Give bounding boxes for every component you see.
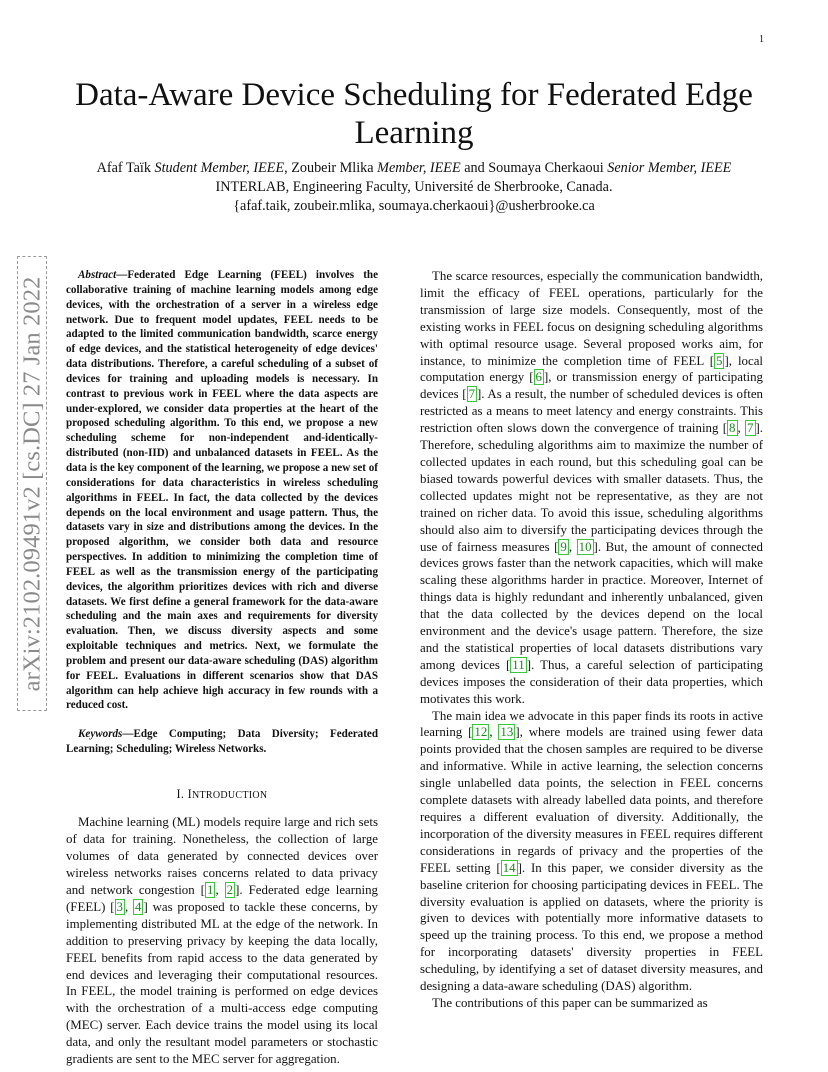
keywords-label: Keywords <box>78 728 123 741</box>
left-column <box>66 268 378 1068</box>
paper-title-line-2: Learning <box>354 115 474 151</box>
text-run: , <box>489 725 499 740</box>
section-numeral: I. <box>176 787 188 801</box>
author-2-name: , Zoubeir Mlika <box>284 160 378 176</box>
text-run: ], where models are trained using fewer data points provided that the chosen samples are required to be diverse and informative. While in active learning, the selection concerns single unlabelled data points, the selection in FEEL concerns complete datasets with already labelled data points, and therefore requires a different evaluation of diversity. Additionally, the incorporation of the diversity measures in FEEL requires different considerations in regards of privacy and the properties of the FEEL setting [ <box>420 725 763 875</box>
keywords-text: —Edge Computing; Data Diversity; Federated Learning; Scheduling; Wireless Networks. <box>66 728 378 756</box>
text-run: ]. But, the amount of connected devices grows faster than the network capacities, which will make scaling these algorithms harder in practice. Moreover, Internet of things data is highly redundant and inherently unbalanced, given that the data collected by the devices depend on the local environment and the device's usage pattern. Therefore, the size and the statistical properties of local datasets distributions vary among devices [ <box>420 539 763 672</box>
citation-link[interactable]: 5 <box>716 353 723 368</box>
right-column <box>420 268 763 1012</box>
text-run: ]. Therefore, scheduling algorithms aim to maximize the number of collected updates in each round, but this scheduling goal can be biased towards powerful devices with smaller datasets. Thus, the collected updates might not be representative, as they are not trained on richer data. To avoid this issue, scheduling algorithms should also aim to diversify the participating devices through the use of fairness measures [ <box>420 421 764 554</box>
author-emails: {afaf.taik, zoubeir.mlika, soumaya.cherkaoui}@usherbrooke.ca <box>233 198 595 214</box>
citation-link[interactable]: 12 <box>474 725 488 740</box>
intro-paragraph-3 <box>420 708 763 995</box>
text-run: , <box>737 421 746 436</box>
citation-link[interactable]: 14 <box>502 860 516 875</box>
citation-link[interactable]: 3 <box>116 899 123 914</box>
author-1-name: Afaf Taïk <box>96 160 151 176</box>
paper-title-line-1: Data-Aware Device Scheduling for Federated Edge <box>75 77 753 113</box>
affiliation: INTERLAB, Engineering Faculty, Université de Sherbrooke, Canada. <box>215 179 613 195</box>
abstract-text: —Federated Edge Learning (FEEL) involves the collaborative training of machine learning models among edge devices, with the orchestration of a server in a wireless edge network. Due to frequent model updates, FEEL needs to be adapted to the limited communication bandwidth, scarce energy of edge devices, and the statistical heterogeneity of edge devices' data distributions. Therefore, a careful scheduling of a subset of devices for training and uploading models is necessary. In contrast to previous work in FEEL where the data aspects are under-explored, we consider data properties at the heart of the proposed scheduling algorithm. To this end, we propose a new scheduling scheme for non-independent and-identically-distributed (non-IID) and unbalanced datasets in FEEL. As the data is the key component of the learning, we propose a new set of considerations for data characteristics in wireless scheduling algorithms in FEEL. In fact, the data collected by the devices depends on the local environment and usage pattern. Thus, the datasets vary in size and distributions among the devices. In the proposed algorithm, we consider both data and resource perspectives. In addition to minimizing the completion time of FEEL as well as the transmission energy of the participating devices, the algorithm prioritizes devices with rich and diverse datasets. We first define a general framework for the data-aware scheduling and the main axes and requirements for diversity evaluation. Then, we discuss diversity aspects and some exploitable techniques and metrics. Next, we formulate the problem and present our data-aware scheduling (DAS) algorithm for FEEL. Evaluations in different scenarios show that DAS algorithm can help achieve high accuracy in few rounds with a reduced cost. <box>66 269 378 712</box>
author-2-role: Member, IEEE <box>377 160 461 176</box>
arxiv-identifier-text: arXiv:2102.09491v2 [cs.DC] 27 Jan 2022 <box>18 276 45 691</box>
abstract <box>66 268 378 713</box>
citation-link[interactable]: 11 <box>512 657 525 672</box>
arxiv-identifier-stamp[interactable] <box>17 256 47 711</box>
citation-link[interactable]: 8 <box>729 421 736 436</box>
text-run: Machine learning (ML) models require large and rich sets of data for training. Nonetheless, the collection of large volumes of data generated by connected devices over wireless networks raises concerns related to data privacy and network congestion [ <box>66 815 378 897</box>
text-run: The main idea we advocate in this paper finds its roots in active learning [ <box>420 708 763 740</box>
section-title-initial: I <box>187 787 192 801</box>
abstract-label: Abstract <box>78 269 117 281</box>
intro-paragraph-4: The contributions of this paper can be summarized as <box>432 995 708 1010</box>
citation-link[interactable]: 4 <box>135 899 142 914</box>
author-3-role: Senior Member, IEEE <box>607 160 732 176</box>
text-run: ]. Thus, a careful selection of participating devices imposes the consideration of their data properties, which motivates this work. <box>420 657 763 706</box>
text-run: The scarce resources, especially the communication bandwidth, limit the efficacy of FEEL operations, particularly for the transmission of large size models. Consequently, most of the existing works in FEEL focus on designing scheduling algorithms with optimal resource usage. Several proposed works aim, for instance, to minimize the completion time of FEEL [ <box>420 269 763 368</box>
text-run: ]. As a result, the number of scheduled devices is often restricted as a means to meet latency and energy constraints. This restriction often slows down the convergence of training [ <box>420 387 763 436</box>
author-block <box>0 159 828 216</box>
citation-link[interactable]: 9 <box>560 539 567 554</box>
text-run: ], or transmission energy of participating devices [ <box>420 370 763 402</box>
citation-link[interactable]: 10 <box>578 539 592 554</box>
text-run: ]. In this paper, we consider diversity as the baseline criterion for choosing participating devices in FEEL. The diversity evaluation is applied on datasets, where the priority is given to devices with potentially more informative datasets to speed up the training process. To this end, we propose a method for incorporating datasets' diversity properties in FEEL scheduling, by identifying a set of dataset diversity measures, and designing a data-aware scheduling (DAS) algorithm. <box>420 860 763 994</box>
text-run: ], local computation energy [ <box>420 353 763 385</box>
author-names <box>0 159 828 178</box>
citation-link[interactable]: 1 <box>206 882 214 897</box>
intro-paragraph-2 <box>420 268 763 708</box>
citation-link[interactable]: 7 <box>468 387 476 402</box>
paper-title <box>0 76 828 152</box>
citation-link[interactable]: 6 <box>535 370 542 385</box>
text-run: ]. Federated edge learning (FEEL) [ <box>66 882 378 914</box>
text-run: , <box>215 882 225 897</box>
author-1-role: Student Member, IEEE <box>154 160 285 176</box>
page-number: 1 <box>759 34 764 45</box>
citation-link[interactable]: 13 <box>500 725 514 740</box>
text-run: , <box>568 539 577 554</box>
section-heading-introduction <box>66 786 378 804</box>
intro-paragraph-1 <box>66 814 378 1068</box>
author-3-name: and Soumaya Cherkaoui <box>460 160 608 176</box>
text-run: , <box>124 899 133 914</box>
section-title-rest: NTRODUCTION <box>191 790 268 801</box>
text-run: ] was proposed to tackle these concerns, by implementing distributed ML at the edge of the network. In addition to preserving privacy by keeping the data locally, FEEL benefits from rapid access to the data generated by end devices and leveraging their computational resources. In FEEL, the model training is performed on edge devices with the orchestration of a multi-access edge computing (MEC) server. Each device trains the model using its local data, and only the resultant model parameters or stochastic gradients are sent to the MEC server for aggregation. <box>66 899 378 1067</box>
keywords <box>66 727 378 757</box>
citation-link[interactable]: 2 <box>226 882 234 897</box>
citation-link[interactable]: 7 <box>747 421 754 436</box>
